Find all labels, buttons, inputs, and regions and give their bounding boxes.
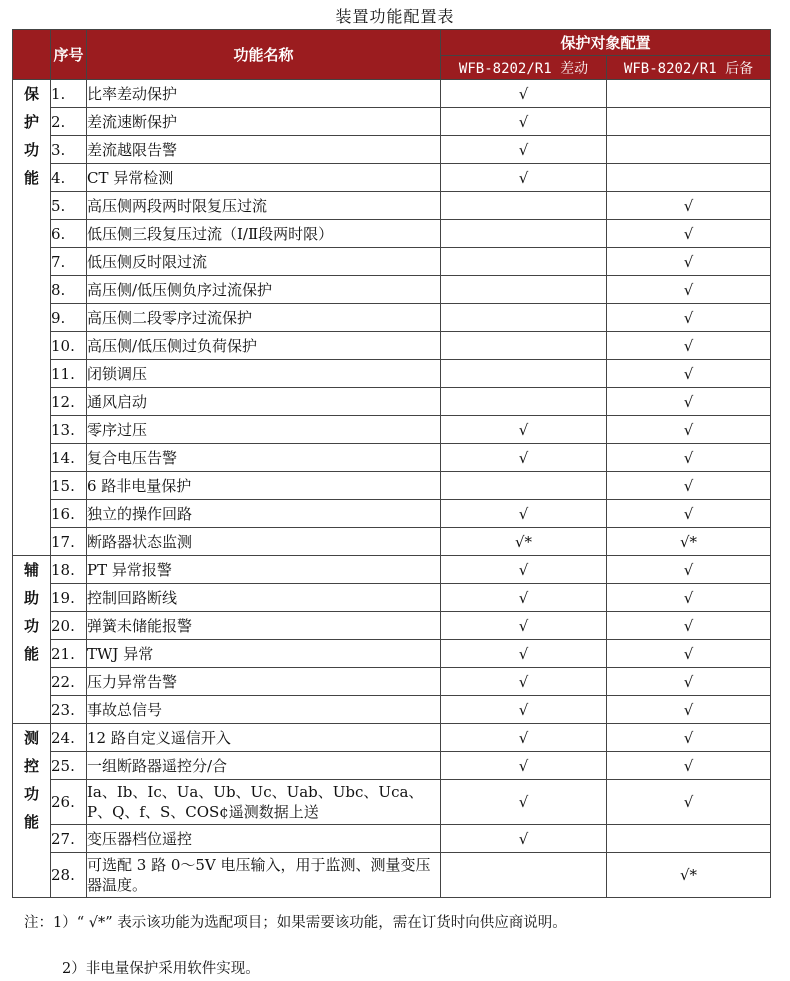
row-number: 2. [51,108,87,136]
diff-check: √ [441,612,607,640]
backup-check: √ [607,444,771,472]
table-row [13,528,771,556]
table-row [13,853,771,898]
row-number: 7. [51,248,87,276]
function-name: 12 路自定义遥信开入 [87,724,441,752]
row-number: 21. [51,640,87,668]
category-char: 功 [23,617,39,635]
category-char: 功 [23,141,39,159]
table-row [13,388,771,416]
backup-check: √ [607,612,771,640]
category-measure [13,724,51,898]
row-number: 17. [51,528,87,556]
backup-check: √ [607,388,771,416]
row-number: 27. [51,825,87,853]
function-name: 低压侧三段复压过流（Ⅰ/Ⅱ段两时限） [87,220,441,248]
diff-check [441,304,607,332]
category-char: 能 [23,169,39,187]
backup-check: √ [607,472,771,500]
backup-check: √ [607,724,771,752]
category-char: 保 [23,85,39,103]
function-name: 零序过压 [87,416,441,444]
table-row [13,108,771,136]
table-body [13,80,771,898]
function-name: 高压侧两段两时限复压过流 [87,192,441,220]
function-name: CT 异常检测 [87,164,441,192]
table-row [13,416,771,444]
diff-check [441,192,607,220]
table-row [13,640,771,668]
diff-check: √ [441,780,607,825]
diff-check: √ [441,136,607,164]
diff-check [441,276,607,304]
row-number: 15. [51,472,87,500]
function-name: 比率差动保护 [87,80,441,108]
function-name: 独立的操作回路 [87,500,441,528]
diff-check [441,388,607,416]
diff-check: √ [441,500,607,528]
table-row [13,668,771,696]
table-row [13,276,771,304]
diff-check: √ [441,825,607,853]
backup-check: √ [607,360,771,388]
backup-check: √* [607,853,771,898]
row-number: 26. [51,780,87,825]
category-char: 能 [23,645,39,663]
table-row [13,164,771,192]
backup-check: √ [607,780,771,825]
function-config-table [12,29,771,898]
backup-check: √ [607,220,771,248]
row-number: 11. [51,360,87,388]
table-row [13,500,771,528]
table-row [13,192,771,220]
function-name: 可选配 3 路 0～5V 电压输入，用于监测、测量变压器温度。 [87,853,441,898]
category-char: 助 [23,589,39,607]
backup-check [607,825,771,853]
backup-check: √ [607,248,771,276]
diff-check: √ [441,416,607,444]
category-char: 能 [23,813,39,831]
function-name: 通风启动 [87,388,441,416]
backup-check: √ [607,416,771,444]
function-name: PT 异常报警 [87,556,441,584]
diff-check [441,220,607,248]
row-number: 23. [51,696,87,724]
header-target: 保护对象配置 [441,30,771,56]
backup-check: √ [607,332,771,360]
table-row [13,80,771,108]
diff-check [441,360,607,388]
diff-check: √ [441,108,607,136]
row-number: 22. [51,668,87,696]
category-char: 测 [23,729,39,747]
header-corner [13,30,51,80]
row-number: 24. [51,724,87,752]
table-row [13,612,771,640]
row-number: 12. [51,388,87,416]
backup-check [607,136,771,164]
diff-check: √ [441,724,607,752]
diff-check: √ [441,80,607,108]
table-row [13,220,771,248]
diff-check [441,853,607,898]
function-name: 高压侧/低压侧负序过流保护 [87,276,441,304]
backup-check: √ [607,640,771,668]
row-number: 25. [51,752,87,780]
backup-check [607,108,771,136]
diff-check: √ [441,584,607,612]
backup-check: √ [607,192,771,220]
row-number: 14. [51,444,87,472]
function-name: 一组断路器遥控分/合 [87,752,441,780]
function-name: 变压器档位遥控 [87,825,441,853]
backup-check [607,80,771,108]
category-char: 辅 [23,561,39,579]
table-row [13,584,771,612]
table-row [13,472,771,500]
category-aux [13,556,51,724]
diff-check: √ [441,668,607,696]
function-name: 差流速断保护 [87,108,441,136]
function-name: 复合电压告警 [87,444,441,472]
row-number: 8. [51,276,87,304]
function-name: 差流越限告警 [87,136,441,164]
backup-check: √* [607,528,771,556]
table-row [13,752,771,780]
table-row [13,360,771,388]
header-seq: 序号 [51,30,87,80]
row-number: 19. [51,584,87,612]
category-char: 控 [23,757,39,775]
note-1: 注：1）“ √*” 表示该功能为选配项目；如果需要该功能，需在订货时向供应商说明。 [24,915,567,931]
backup-check [607,164,771,192]
row-number: 9. [51,304,87,332]
function-name: 高压侧/低压侧过负荷保护 [87,332,441,360]
category-char: 功 [23,785,39,803]
function-name: 闭锁调压 [87,360,441,388]
backup-check: √ [607,696,771,724]
table-row [13,304,771,332]
table-row [13,780,771,825]
table-row [13,556,771,584]
backup-check: √ [607,752,771,780]
row-number: 5. [51,192,87,220]
function-name: 低压侧反时限过流 [87,248,441,276]
table-row [13,825,771,853]
diff-check: √ [441,556,607,584]
backup-check: √ [607,276,771,304]
function-name: 压力异常告警 [87,668,441,696]
row-number: 1. [51,80,87,108]
function-name: TWJ 异常 [87,640,441,668]
row-number: 13. [51,416,87,444]
row-number: 18. [51,556,87,584]
function-name: 弹簧未储能报警 [87,612,441,640]
table-row [13,248,771,276]
diff-check: √ [441,444,607,472]
row-number: 20. [51,612,87,640]
backup-check: √ [607,584,771,612]
function-name: 高压侧二段零序过流保护 [87,304,441,332]
row-number: 6. [51,220,87,248]
table-row [13,696,771,724]
note-2: 2）非电量保护采用软件实现。 [62,961,260,977]
diff-check [441,472,607,500]
table-row [13,332,771,360]
table-row [13,136,771,164]
row-number: 3. [51,136,87,164]
table-row [13,444,771,472]
header-col-diff: WFB-8202/R1 差动 [441,56,607,80]
backup-check: √ [607,556,771,584]
diff-check: √ [441,696,607,724]
category-protect [13,80,51,556]
header-name: 功能名称 [87,30,441,80]
category-char: 护 [23,113,39,131]
diff-check: √ [441,164,607,192]
row-number: 28. [51,853,87,898]
row-number: 4. [51,164,87,192]
backup-check: √ [607,668,771,696]
diff-check [441,248,607,276]
diff-check: √ [441,752,607,780]
function-name: 控制回路断线 [87,584,441,612]
row-number: 16. [51,500,87,528]
diff-check: √* [441,528,607,556]
diff-check [441,332,607,360]
function-name: 断路器状态监测 [87,528,441,556]
row-number: 10. [51,332,87,360]
function-name: Ia、Ib、Ic、Ua、Ub、Uc、Uab、Ubc、Uca、P、Q、f、S、COS¢遥测数据上送 [87,780,441,825]
function-name: 6 路非电量保护 [87,472,441,500]
page-title: 装置功能配置表 [335,7,455,26]
table-row [13,724,771,752]
backup-check: √ [607,500,771,528]
function-name: 事故总信号 [87,696,441,724]
backup-check: √ [607,304,771,332]
diff-check: √ [441,640,607,668]
header-col-backup: WFB-8202/R1 后备 [607,56,771,80]
